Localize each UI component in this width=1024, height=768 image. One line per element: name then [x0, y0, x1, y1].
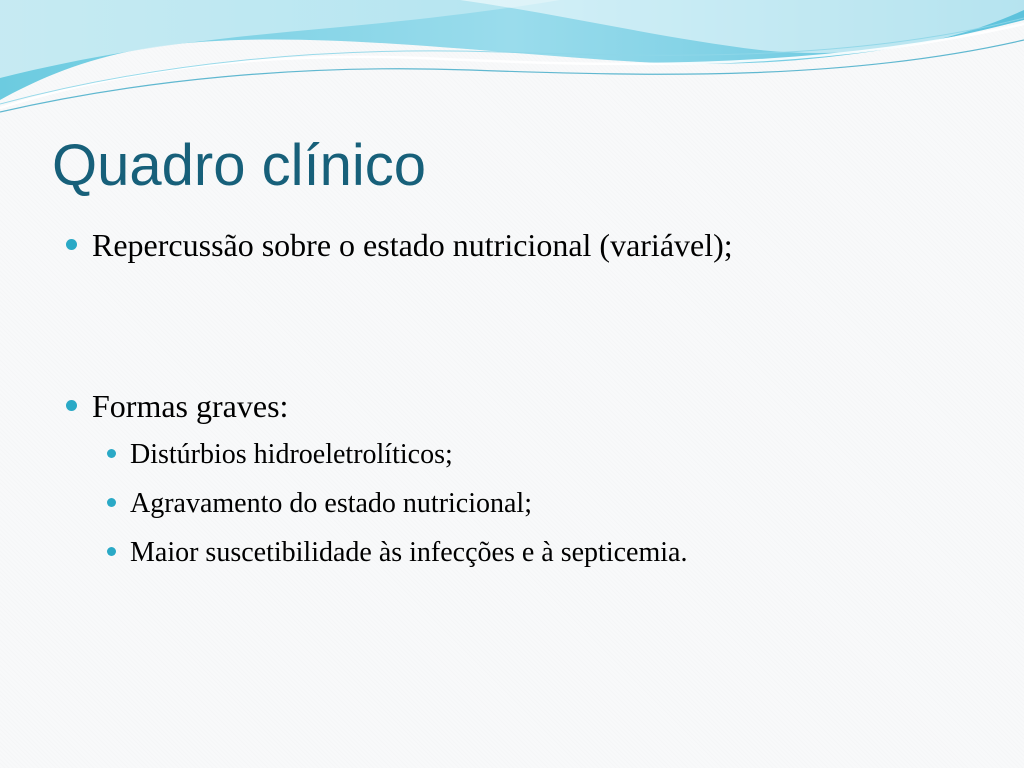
- sub-bullet-item: [107, 535, 687, 571]
- bullet-item: [66, 225, 733, 265]
- sub-bullet-text: Distúrbios hidroeletrolíticos;: [130, 439, 453, 470]
- sub-bullet-text: Agravamento do estado nutricional;: [130, 488, 532, 519]
- bullet-icon: [66, 239, 77, 250]
- bullet-text: Formas graves:: [92, 388, 289, 424]
- bullet-icon: [107, 498, 116, 507]
- sub-bullet-item: [107, 437, 453, 473]
- bullet-icon: [66, 400, 77, 411]
- bullet-icon: [107, 449, 116, 458]
- bullet-icon: [107, 547, 116, 556]
- sub-bullet-item: [107, 486, 532, 522]
- slide-title: Quadro clínico: [52, 133, 426, 198]
- bullet-item: [66, 386, 288, 426]
- sub-bullet-text: Maior suscetibilidade às infecções e à septicemia.: [130, 537, 688, 568]
- header-wave-decoration: [0, 0, 1024, 120]
- bullet-text: Repercussão sobre o estado nutricional (variável);: [92, 227, 733, 263]
